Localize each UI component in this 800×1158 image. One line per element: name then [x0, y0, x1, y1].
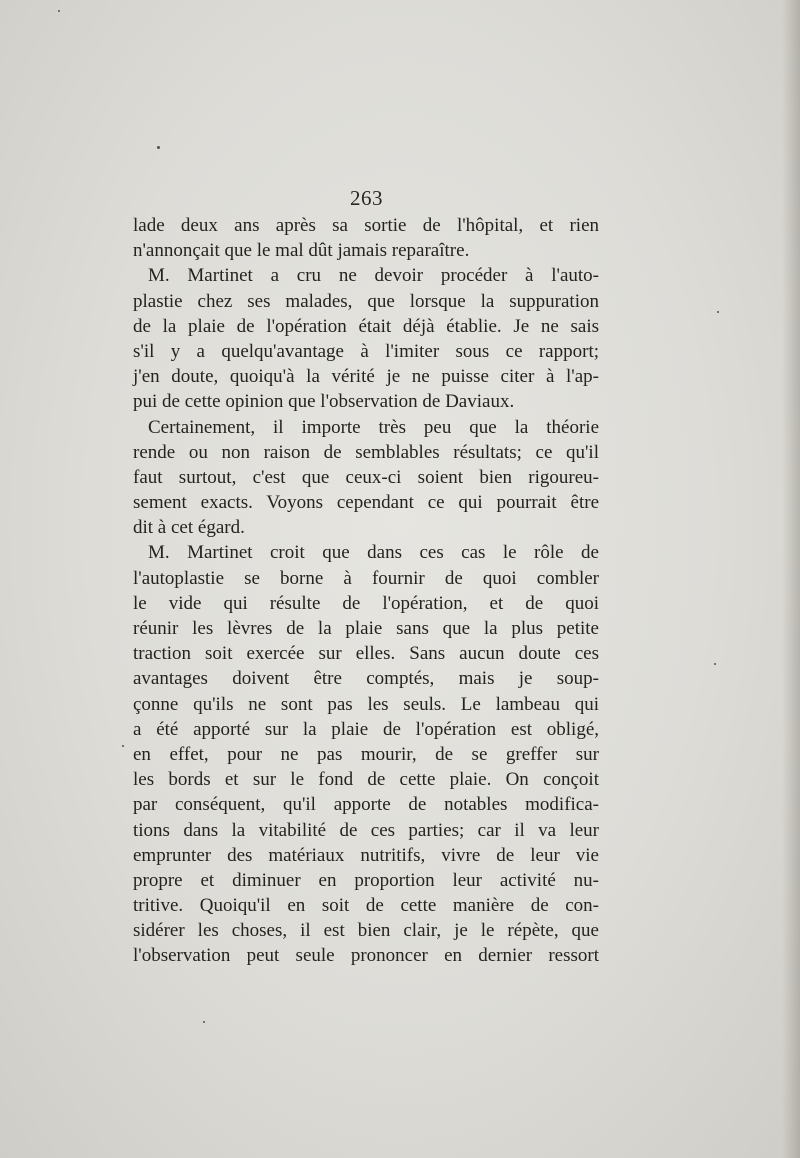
- ink-speck: [58, 10, 60, 12]
- text-line: avantages doivent être comptés, mais je soup-: [133, 668, 599, 690]
- ink-speck: [714, 663, 716, 665]
- text-line: pui de cette opinion que l'observation de Daviaux.: [133, 391, 515, 413]
- text-line: a été apporté sur la plaie de l'opération est obligé,: [133, 718, 599, 740]
- page-number: 263: [350, 186, 383, 210]
- text-line: tions dans la vitabilité de ces parties; car il va leur: [133, 819, 599, 841]
- text-line: emprunter des matériaux nutritifs, vivre de leur vie: [133, 844, 599, 866]
- text-line: plastie chez ses malades, que lorsque la suppuration: [133, 290, 599, 312]
- text-line: traction soit exercée sur elles. Sans aucun doute ces: [133, 643, 599, 665]
- text-line: les bords et sur le fond de cette plaie. On conçoit: [133, 769, 599, 791]
- text-line: le vide qui résulte de l'opération, et de quoi: [133, 592, 599, 614]
- text-line: sidérer les choses, il est bien clair, je le répète, que: [133, 920, 599, 942]
- ink-speck: [157, 146, 160, 149]
- ink-speck: [203, 1021, 205, 1023]
- text-line: M. Martinet croit que dans ces cas le rôle de: [148, 542, 599, 564]
- text-line: l'autoplastie se borne à fournir de quoi combler: [133, 567, 599, 589]
- text-line: tritive. Quoiqu'il en soit de cette manière de con-: [133, 895, 599, 917]
- ink-speck: [122, 745, 124, 747]
- text-line: en effet, pour ne pas mourir, de se greffer sur: [133, 743, 599, 765]
- text-line: sement exacts. Voyons cependant ce qui pourrait être: [133, 492, 599, 514]
- text-line: l'observation peut seule prononcer en dernier ressort: [133, 945, 599, 967]
- text-line: M. Martinet a cru ne devoir procéder à l'auto-: [148, 265, 599, 287]
- text-line: n'annonçait que le mal dût jamais reparaître.: [133, 240, 470, 262]
- text-line: de la plaie de l'opération était déjà établie. Je ne sais: [133, 315, 599, 337]
- text-line: dit à cet égard.: [133, 517, 245, 539]
- text-line: çonne qu'ils ne sont pas les seuls. Le lambeau qui: [133, 693, 599, 715]
- text-line: j'en doute, quoiqu'à la vérité je ne puisse citer à l'ap-: [133, 366, 599, 388]
- text-line: faut surtout, c'est que ceux-ci soient bien rigoureu-: [133, 466, 599, 488]
- text-line: rende ou non raison de semblables résultats; ce qu'il: [133, 441, 599, 463]
- text-line: lade deux ans après sa sortie de l'hôpital, et rien: [133, 215, 599, 236]
- body-text: [133, 213, 599, 969]
- text-line: par conséquent, qu'il apporte de notables modifica-: [133, 794, 599, 816]
- text-line: Certainement, il importe très peu que la théorie: [148, 416, 599, 438]
- text-line: s'il y a quelqu'avantage à l'imiter sous ce rapport;: [133, 340, 599, 362]
- ink-speck: [717, 311, 719, 313]
- text-line: propre et diminuer en proportion leur activité nu-: [133, 869, 599, 891]
- page-edge-shadow: [782, 0, 800, 1158]
- text-line: réunir les lèvres de la plaie sans que la plus petite: [133, 618, 599, 639]
